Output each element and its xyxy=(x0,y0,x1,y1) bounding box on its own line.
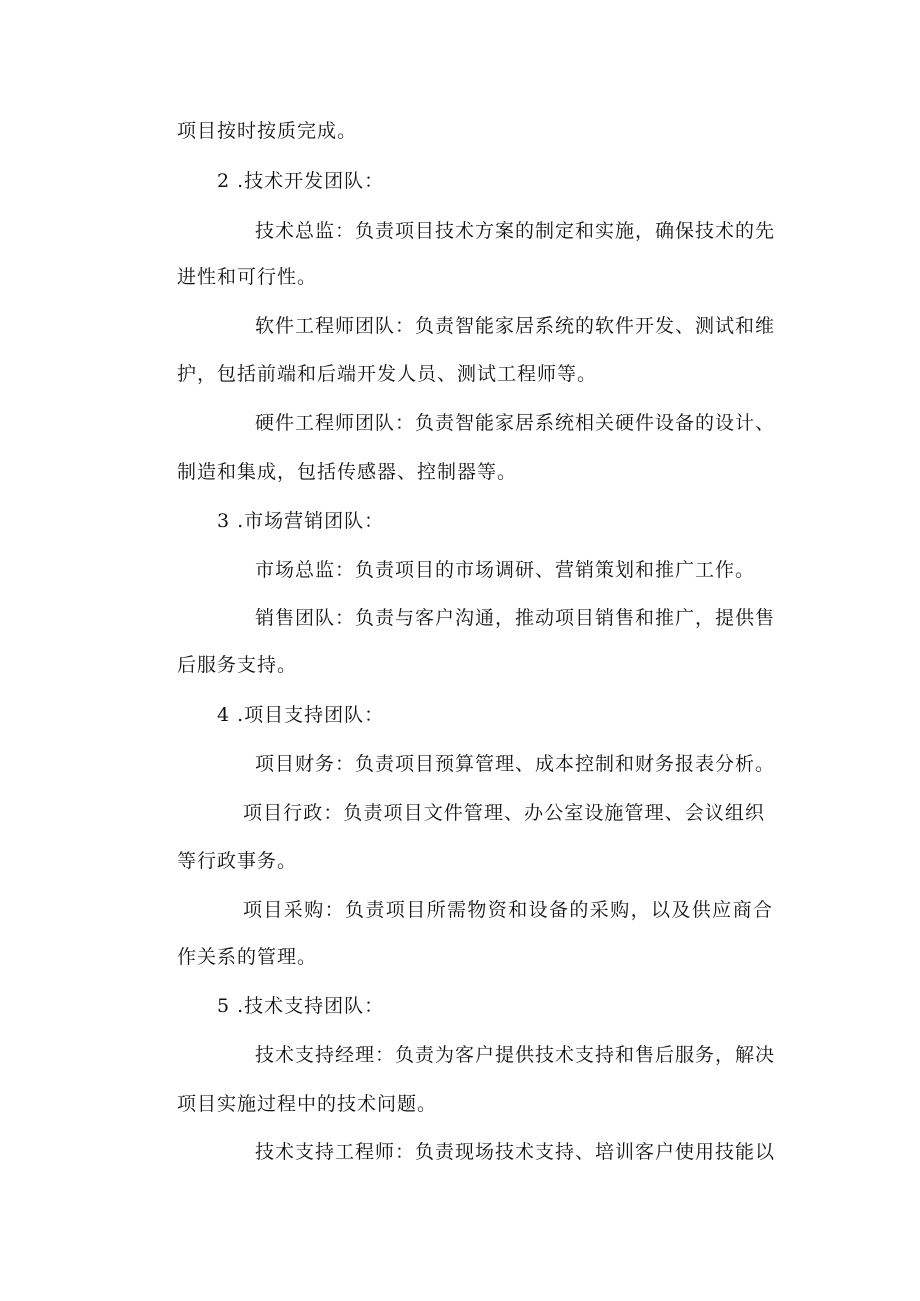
para-project-procurement-line2: 作关系的管理。 xyxy=(177,946,318,968)
para-hardware-team-line1: 硬件工程师团队：负责智能家居系统相关硬件设备的设计、 xyxy=(255,412,776,434)
section-heading-support: 4 .项目支持团队： xyxy=(217,704,385,726)
para-project-finance: 项目财务：负责项目预算管理、成本控制和财务报表分析。 xyxy=(255,753,776,775)
para-project-admin-line2: 等行政事务。 xyxy=(177,850,298,872)
body-line-continuation: 项目按时按质完成。 xyxy=(177,120,358,142)
para-software-team-line2: 护，包括前端和后端开发人员、测试工程师等。 xyxy=(177,363,598,385)
section-heading-marketing: 3 .市场营销团队： xyxy=(217,510,385,532)
para-tech-director-line2: 进性和可行性。 xyxy=(177,266,318,288)
para-software-team-line1: 软件工程师团队：负责智能家居系统的软件开发、测试和维 xyxy=(255,315,776,337)
para-tech-support-engineer-line1: 技术支持工程师：负责现场技术支持、培训客户使用技能以 xyxy=(255,1141,776,1163)
para-tech-support-manager-line2: 项目实施过程中的技术问题。 xyxy=(177,1093,438,1115)
para-sales-team-line1: 销售团队：负责与客户沟通，推动项目销售和推广，提供售 xyxy=(255,607,776,629)
para-project-procurement-line1: 项目采购：负责项目所需物资和设备的采购，以及供应商合 xyxy=(243,899,773,921)
para-tech-director-line1: 技术总监：负责项目技术方案的制定和实施，确保技术的先 xyxy=(255,220,776,242)
para-hardware-team-line2: 制造和集成，包括传感器、控制器等。 xyxy=(177,461,518,483)
para-project-admin-line1: 项目行政：负责项目文件管理、办公室设施管理、会议组织 xyxy=(243,802,765,824)
section-heading-tech-support: 5 .技术支持团队： xyxy=(217,995,385,1017)
para-marketing-director: 市场总监：负责项目的市场调研、营销策划和推广工作。 xyxy=(255,559,756,581)
section-heading-tech-dev: 2 .技术开发团队： xyxy=(217,170,385,192)
para-tech-support-manager-line1: 技术支持经理：负责为客户提供技术支持和售后服务，解决 xyxy=(255,1044,776,1066)
para-sales-team-line2: 后服务支持。 xyxy=(177,654,298,676)
